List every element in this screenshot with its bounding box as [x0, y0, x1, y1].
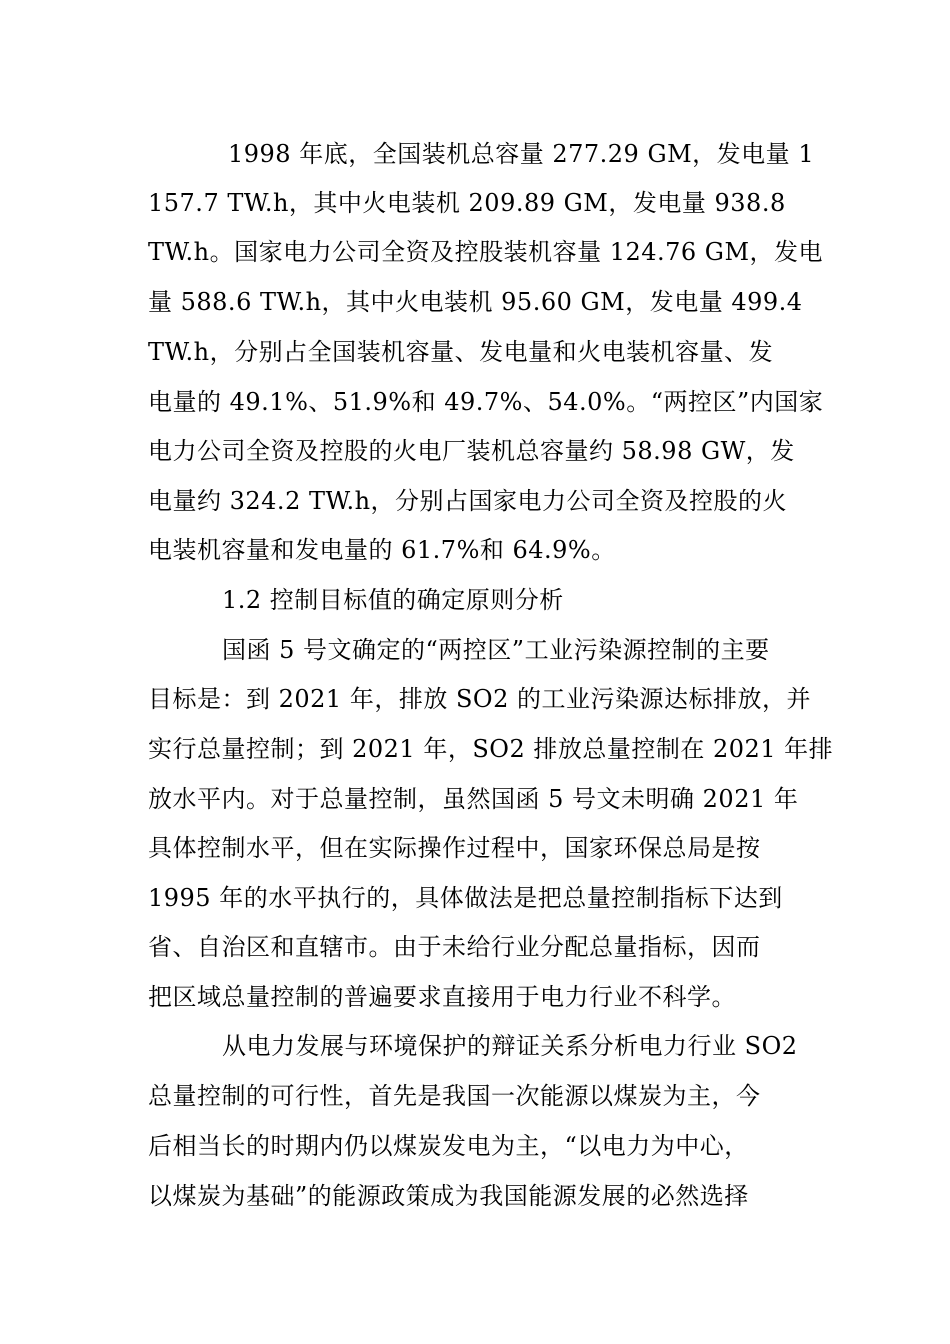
paragraph-2-line-5: 具体控制水平，但在实际操作过程中，国家环保总局是按 — [148, 834, 761, 862]
paragraph-1-line-9: 电装机容量和发电量的 61.7%和 64.9%。 — [148, 536, 616, 564]
paragraph-3-line-4: 以煤炭为基础”的能源政策成为我国能源发展的必然选择 — [148, 1182, 749, 1210]
paragraph-2-line-1: 国函 5 号文确定的“两控区”工业污染源控制的主要 — [222, 636, 770, 664]
section-heading: 1.2 控制目标值的确定原则分析 — [222, 586, 564, 614]
paragraph-3-line-1: 从电力发展与环境保护的辩证关系分析电力行业 SO2 — [222, 1032, 798, 1060]
paragraph-1-line-8: 电量约 324.2 TW.h，分别占国家电力公司全资及控股的火 — [148, 487, 788, 515]
paragraph-2-line-3: 实行总量控制；到 2021 年，SO2 排放总量控制在 2021 年排 — [148, 735, 834, 763]
paragraph-1-line-1: 1998 年底，全国装机总容量 277.29 GM，发电量 1 — [228, 140, 815, 168]
paragraph-1-line-2: 157.7 TW.h，其中火电装机 209.89 GM，发电量 938.8 — [148, 189, 786, 217]
paragraph-2-line-8: 把区域总量控制的普遍要求直接用于电力行业不科学。 — [148, 983, 736, 1011]
paragraph-1-line-6: 电量的 49.1%、51.9%和 49.7%、54.0%。“两控区”内国家 — [148, 388, 824, 416]
paragraph-2-line-4: 放水平内。对于总量控制，虽然国函 5 号文未明确 2021 年 — [148, 785, 799, 813]
paragraph-1-line-3: TW.h。国家电力公司全资及控股装机容量 124.76 GM，发电 — [148, 238, 824, 266]
paragraph-2-line-2: 目标是：到 2021 年，排放 SO2 的工业污染源达标排放，并 — [148, 685, 811, 713]
paragraph-1-line-7: 电力公司全资及控股的火电厂装机总容量约 58.98 GW，发 — [148, 437, 795, 465]
paragraph-1-line-4: 量 588.6 TW.h，其中火电装机 95.60 GM，发电量 499.4 — [148, 288, 803, 316]
paragraph-3-line-3: 后相当长的时期内仍以煤炭发电为主，“以电力为中心， — [148, 1132, 749, 1160]
paragraph-2-line-6: 1995 年的水平执行的，具体做法是把总量控制指标下达到 — [148, 884, 783, 912]
paragraph-1-line-5: TW.h，分别占全国装机容量、发电量和火电装机容量、发 — [148, 338, 774, 366]
paragraph-2-line-7: 省、自治区和直辖市。由于未给行业分配总量指标，因而 — [148, 933, 761, 961]
paragraph-3-line-2: 总量控制的可行性，首先是我国一次能源以煤炭为主，今 — [148, 1082, 761, 1110]
